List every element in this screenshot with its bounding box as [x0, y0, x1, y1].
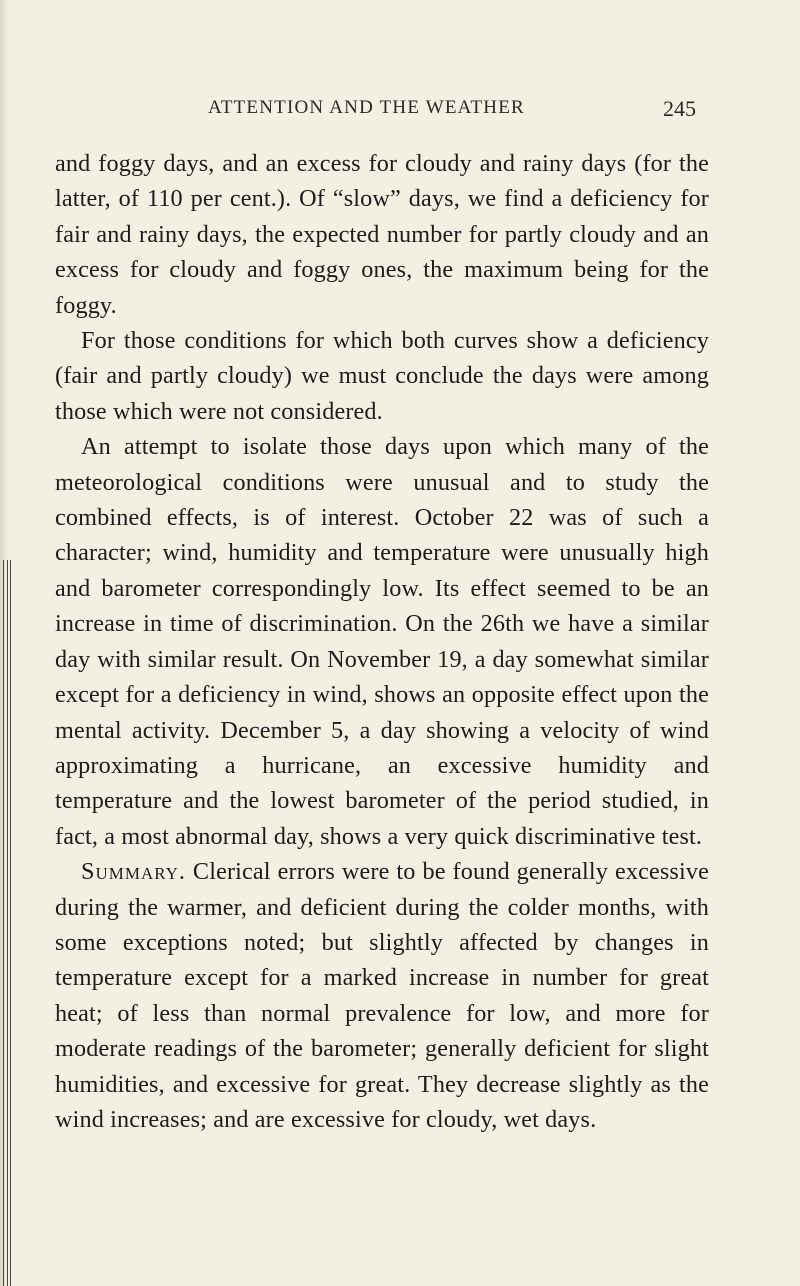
body-text [55, 146, 709, 1137]
running-head: ATTENTION AND THE WEATHER [208, 97, 525, 118]
summary-text: Clerical errors were to be found generally excessive during the warmer, and deficient during the colder months, with some exceptions noted; but slightly affected by changes in temperature except for a marked increase in number for great heat; of less than normal prevalence for low, and more for moderate readings of the barometer; generally deficient for slight humidities, and excessive for great. They decrease slightly as the wind increases; and are excessive for cloudy, wet days. [55, 858, 709, 1133]
paragraph-summary [55, 854, 709, 1137]
paragraph-combined-effects: An attempt to isolate those days upon which many of the meteorological conditions were unusual and to study the combined effects, is of interest. October 22 was of such a character; wind, humidity and temperature were unusually high and barometer correspondingly low. Its effect seemed to be an increase in time of discrimination. On the 26th we have a similar day with similar result. On November 19, a day somewhat similar except for a deficiency in wind, shows an opposite effect upon the mental activity. December 5, a day showing a velocity of wind approximating a hurricane, an excessive humidity and temperature and the lowest barometer of the period studied, in fact, a most abnormal day, shows a very quick discriminative test. [55, 433, 709, 850]
paragraph-deficiency: For those conditions for which both curves show a deficiency (fair and partly cloudy) we must conclude the days were among those which were not considered. [55, 327, 709, 425]
page-header [0, 97, 800, 127]
binding-gutter-lines [0, 560, 14, 1286]
summary-heading: Summary. [81, 858, 186, 886]
paragraph-continuation: and foggy days, and an excess for cloudy and rainy days (for the latter, of 110 per cent.). Of “slow” days, we find a deficiency for fair and rainy days, the expected number for partly cloudy and an excess for cloudy and foggy ones, the maximum being for the foggy. [55, 150, 709, 319]
page-number: 245 [663, 96, 696, 121]
